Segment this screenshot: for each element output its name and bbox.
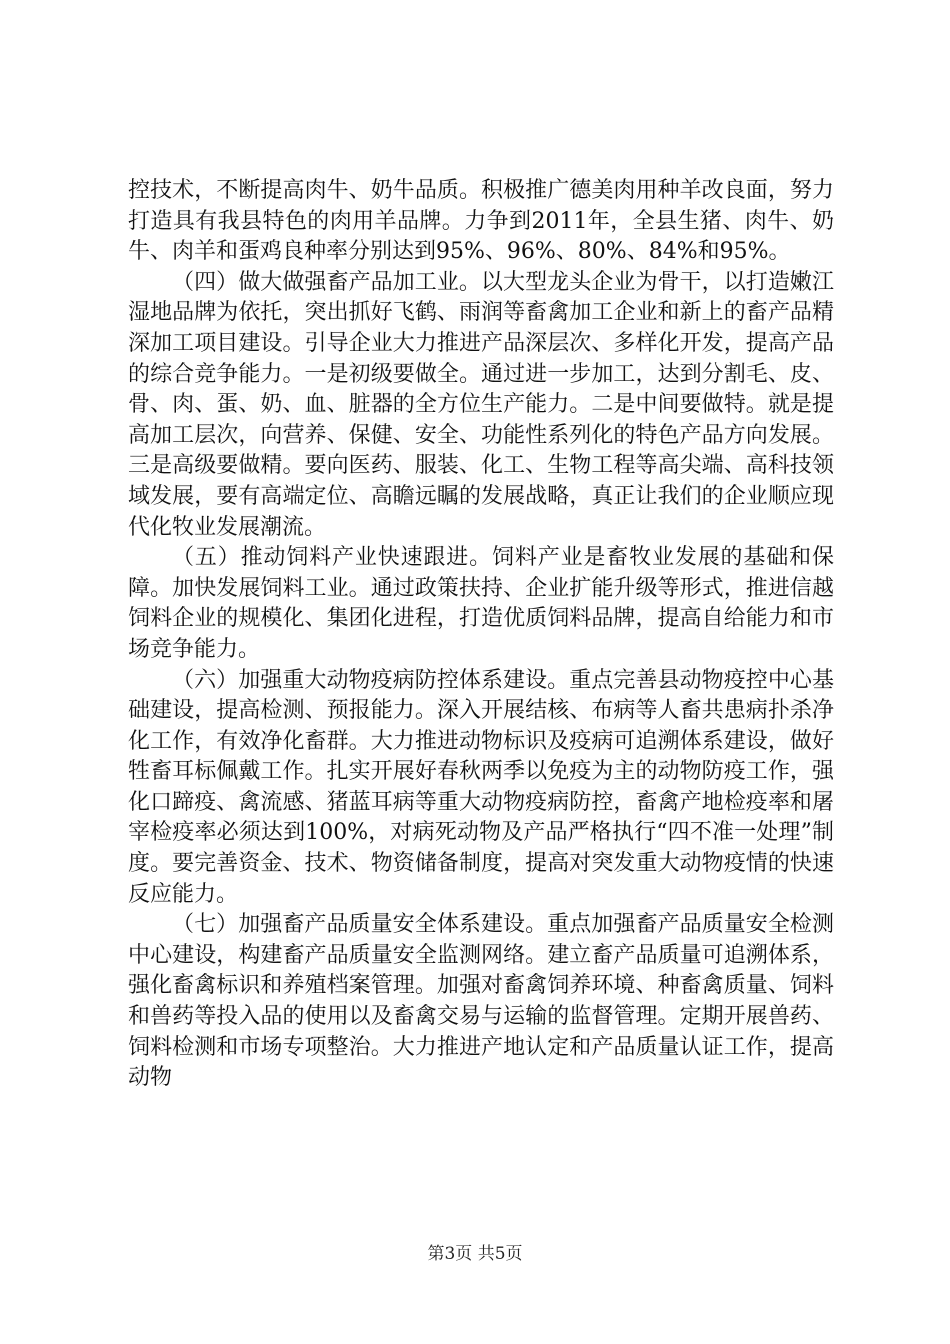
paragraph-section-7: （七）加强畜产品质量安全体系建设。重点加强畜产品质量安全检测中心建设，构建畜产品质量安全监测网络。建立畜产品质量可追溯体系，强化畜禽标识和养殖档案管理。加强对畜禽饲养环境、种畜禽质量、饲料和兽药等投入品的使用以及畜禽交易与运输的监督管理。定期开展兽药、饲料检测和市场专项整治。大力推进产地认定和产品质量认证工作，提高动物	[128, 912, 834, 1091]
paragraph-continuation: 控技术，不断提高肉牛、奶牛品质。积极推广德美肉用种羊改良面，努力打造具有我县特色的肉用羊品牌。力争到2011年，全县生猪、肉牛、奶牛、肉羊和蛋鸡良种率分别达到95%、96%、80%、84%和95%。	[128, 178, 834, 265]
page-footer: 第3页 共5页	[427, 1244, 523, 1264]
paragraph-section-5: （五）推动饲料产业快速跟进。饲料产业是畜牧业发展的基础和保障。加快发展饲料工业。通过政策扶持、企业扩能升级等形式，推进信越饲料企业的规模化、集团化进程，打造优质饲料品牌，提高自给能力和市场竞争能力。	[128, 545, 834, 662]
paragraph-section-6: （六）加强重大动物疫病防控体系建设。重点完善县动物疫控中心基础建设，提高检测、预报能力。深入开展结核、布病等人畜共患病扑杀净化工作，有效净化畜群。大力推进动物标识及疫病可追溯体系建设，做好牲畜耳标佩戴工作。扎实开展好春秋两季以免疫为主的动物防疫工作，强化口蹄疫、禽流感、猪蓝耳病等重大动物疫病防控，畜禽产地检疫率和屠宰检疫率必须达到100%，对病死动物及产品严格执行“四不准一处理”制度。要完善资金、技术、物资储备制度，提高对突发重大动物疫情的快速反应能力。	[128, 667, 834, 907]
paragraph-section-4: （四）做大做强畜产品加工业。以大型龙头企业为骨干，以打造嫩江湿地品牌为依托，突出抓好飞鹤、雨润等畜禽加工企业和新上的畜产品精深加工项目建设。引导企业大力推进产品深层次、多样化开发，提高产品的综合竞争能力。一是初级要做全。通过进一步加工，达到分割毛、皮、骨、肉、蛋、奶、血、脏器的全方位生产能力。二是中间要做特。就是提高加工层次，向营养、保健、安全、功能性系列化的特色产品方向发展。三是高级要做精。要向医药、服装、化工、生物工程等高尖端、高科技领域发展，要有高端定位、高瞻远瞩的发展战略，真正让我们的企业顺应现代化牧业发展潮流。	[128, 269, 834, 540]
document-body	[128, 176, 834, 1094]
